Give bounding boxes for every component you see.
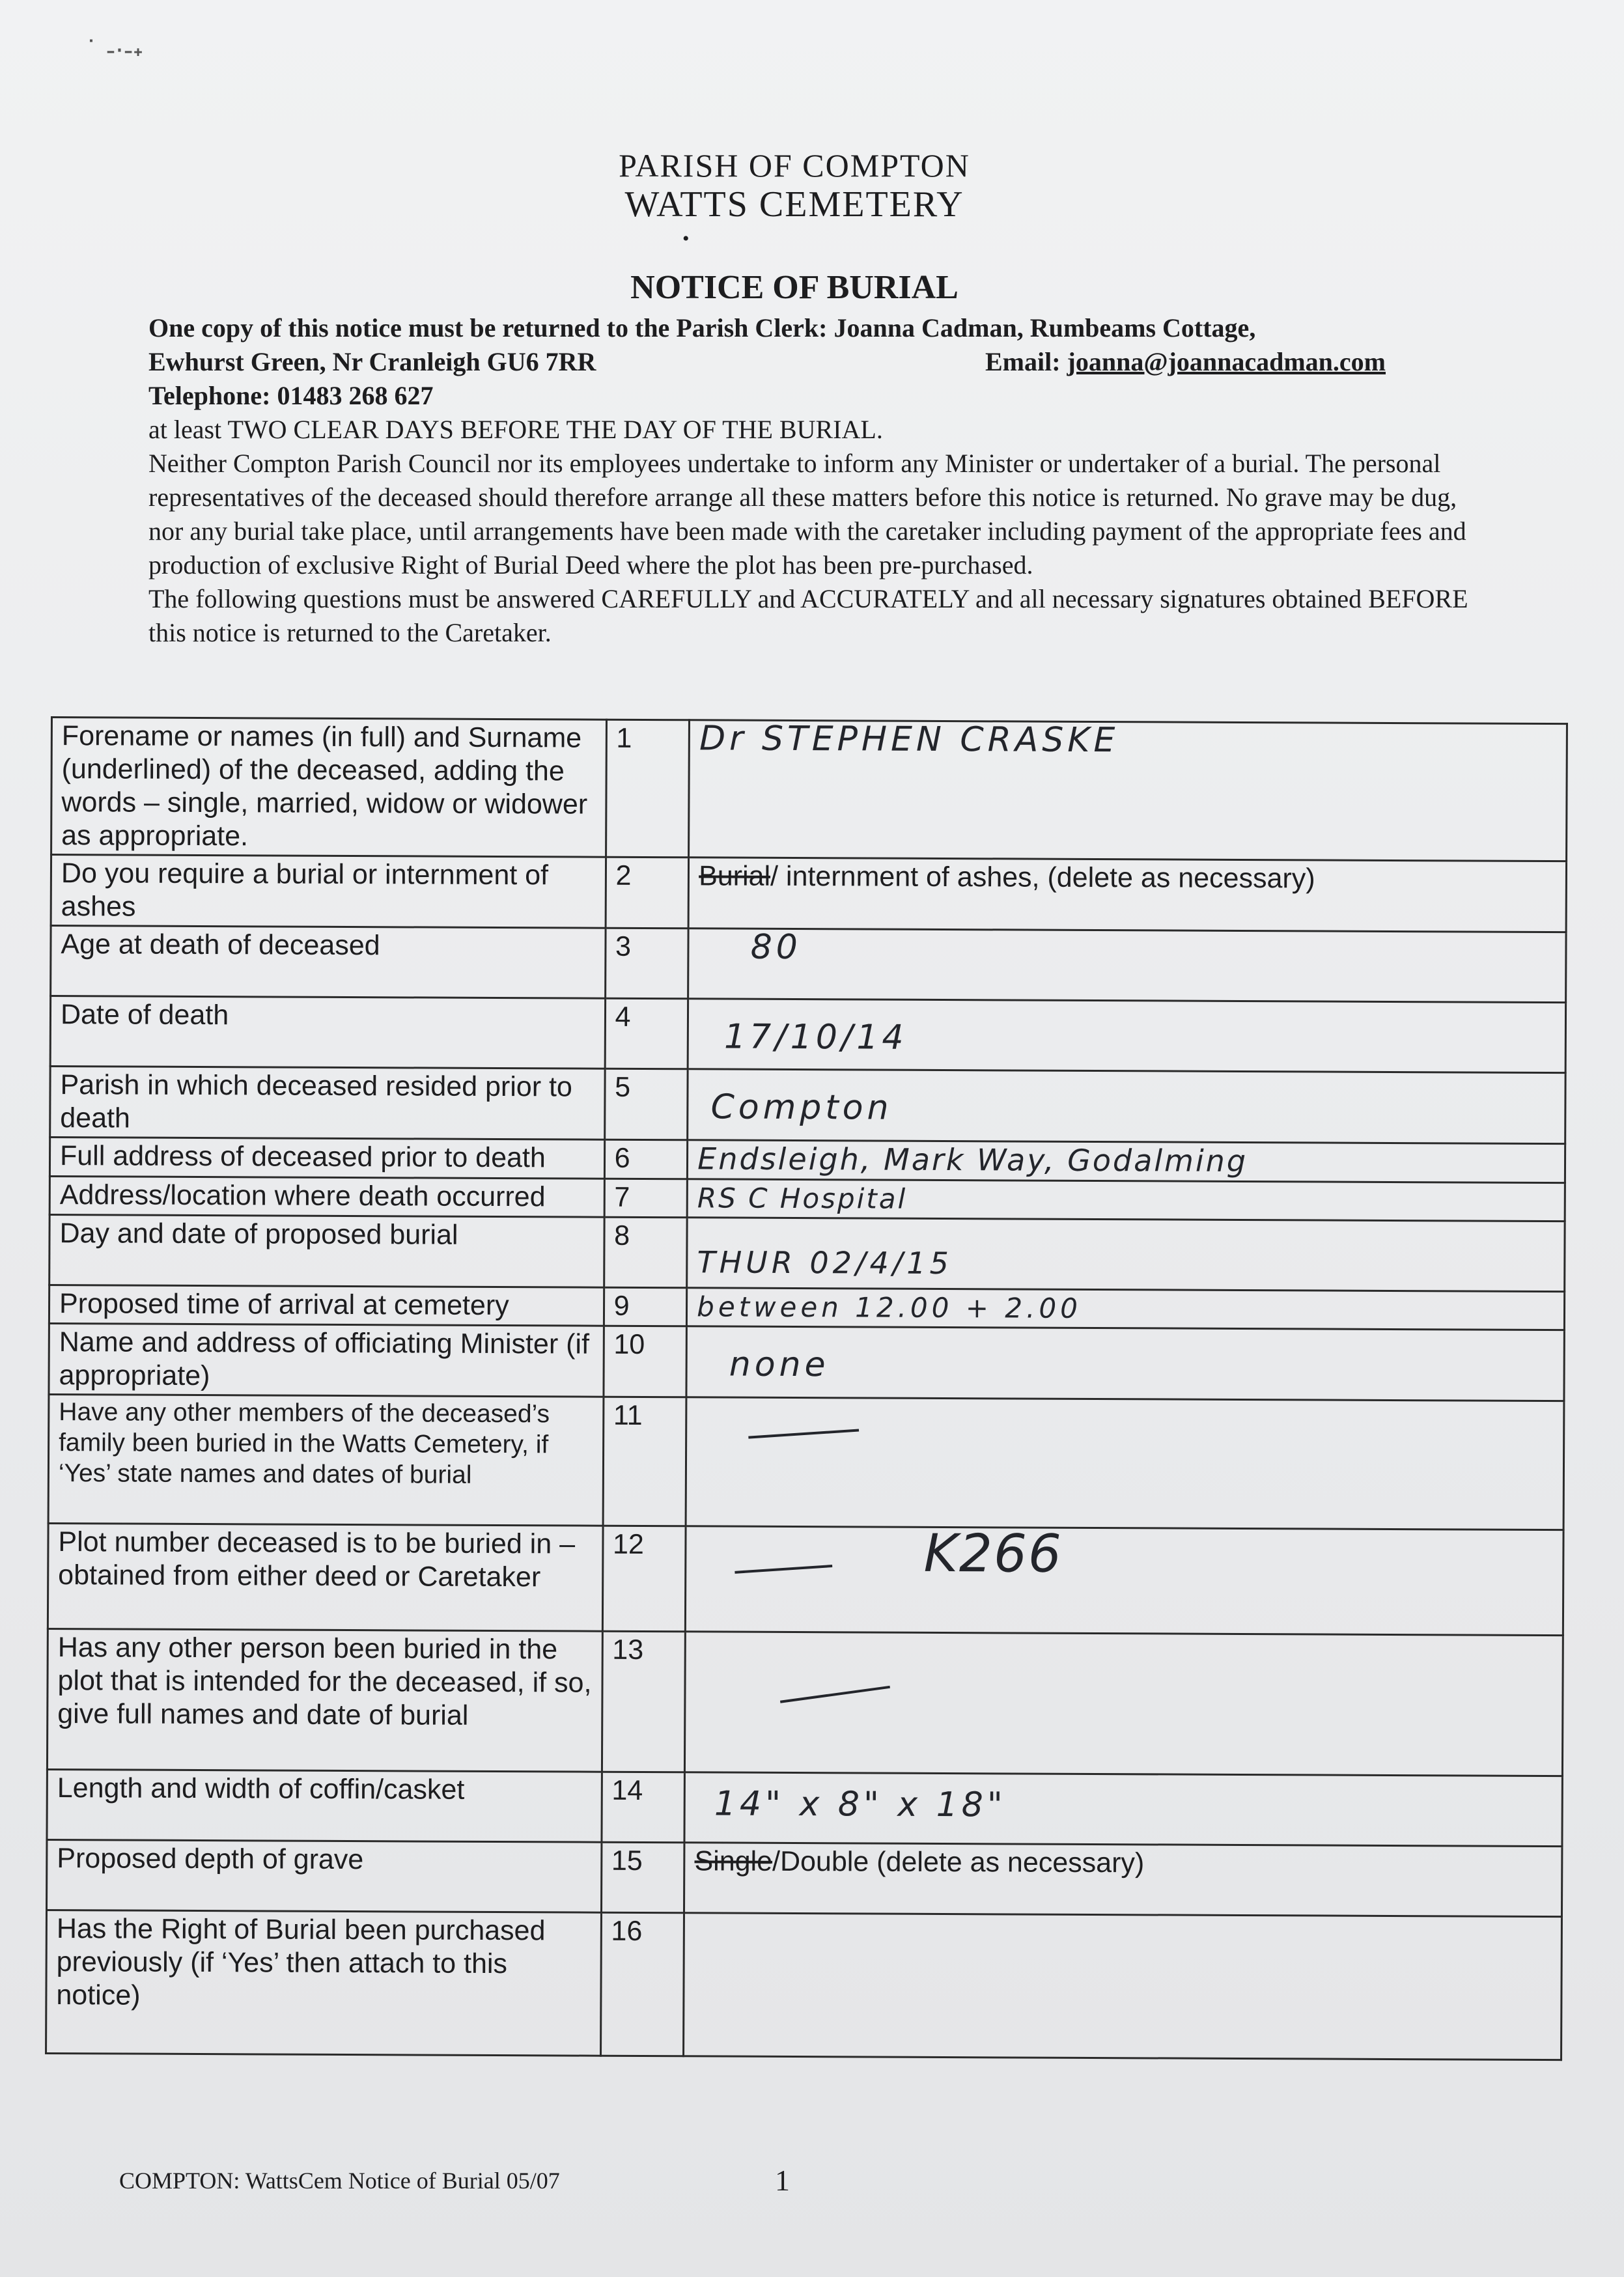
question-cell: Length and width of coffin/casket [47, 1769, 602, 1842]
intro-line-4: at least TWO CLEAR DAYS BEFORE THE DAY OF THE BURIAL. [148, 415, 883, 444]
answer-handwriting: RS C Hospital [697, 1182, 908, 1215]
answer-handwriting: K266 [923, 1522, 1063, 1584]
answer-handwriting: 80 [750, 927, 802, 968]
answer-text: / internment of ashes, (delete as necessary) [770, 860, 1315, 895]
parish-heading: PARISH OF COMPTON [619, 147, 970, 184]
table-row [51, 926, 1566, 1003]
answer-cell[interactable] [688, 1069, 1565, 1144]
table-row [48, 1523, 1563, 1635]
intro-paragraph-2: The following questions must be answered CAREFULLY and ACCURATELY and all necessary signatures obtained BEFORE this notice is returned to the Caretaker. [148, 584, 1468, 647]
telephone: Telephone: 01483 268 627 [148, 381, 434, 410]
question-number: 14 [602, 1772, 685, 1843]
answer-handwriting: Dr STEPHEN CRASKE [699, 719, 1119, 761]
notice-title: NOTICE OF BURIAL [630, 269, 959, 306]
question-number: 6 [604, 1139, 688, 1179]
answer-cell[interactable] [686, 1326, 1564, 1401]
question-cell: Date of death [50, 996, 605, 1069]
answer-handwriting: 17/10/14 [723, 1017, 908, 1057]
answer-cell[interactable] [688, 929, 1566, 1003]
table-row [47, 1628, 1563, 1776]
answer-cell[interactable] [684, 1772, 1562, 1847]
question-number: 12 [602, 1526, 686, 1632]
table-row [49, 1176, 1565, 1221]
table-row [50, 996, 1565, 1073]
question-cell: Day and date of proposed burial [49, 1214, 604, 1287]
table-row [49, 1285, 1564, 1330]
answer-cell[interactable] [685, 1632, 1563, 1776]
question-cell: Parish in which deceased resided prior to death [50, 1067, 605, 1140]
intro-line-2 [148, 345, 1386, 379]
answer-dash [735, 1565, 833, 1574]
table-row [49, 1214, 1565, 1291]
answer-dash [780, 1686, 890, 1703]
ink-dot: • [682, 228, 690, 249]
question-number: 11 [603, 1397, 686, 1526]
answer-cell[interactable] [686, 1522, 1564, 1636]
question-number: 4 [605, 998, 688, 1069]
email-link[interactable]: joanna@joannacadman.com [1067, 347, 1386, 376]
answer-cell[interactable] [687, 1218, 1565, 1292]
burial-form-table [45, 716, 1568, 2061]
answer-cell[interactable] [686, 1397, 1564, 1530]
answer-handwriting: none [729, 1345, 830, 1385]
question-cell: Address/location where death occurred [49, 1176, 604, 1217]
answer-cell[interactable] [687, 1288, 1565, 1330]
email-block [985, 345, 1386, 379]
question-number: 9 [604, 1287, 687, 1326]
question-cell: Proposed depth of grave [46, 1839, 601, 1912]
question-number: 8 [604, 1217, 687, 1288]
question-number: 7 [604, 1179, 688, 1218]
question-number: 13 [602, 1631, 686, 1772]
intro-line-1: One copy of this notice must be returned to the Parish Clerk: Joanna Cadman, Rumbeams Cottage, [148, 313, 1256, 342]
footer-reference: COMPTON: WattsCem Notice of Burial 05/07 [119, 2168, 560, 2194]
answer-cell[interactable] [688, 999, 1565, 1073]
answer-cell[interactable] [689, 720, 1567, 861]
deleted-option: Burial [699, 860, 771, 892]
question-cell: Do you require a burial or internment of ashes [51, 855, 606, 929]
page-number: 1 [775, 2164, 790, 2197]
email-label: Email: [985, 347, 1061, 376]
table-row [48, 1394, 1564, 1530]
question-cell: Full address of deceased prior to death [49, 1138, 604, 1179]
question-number: 5 [604, 1069, 688, 1140]
table-row [46, 1910, 1562, 2060]
cemetery-heading: WATTS CEMETERY [624, 184, 964, 225]
answer-cell[interactable] [684, 1913, 1562, 2060]
answer-cell[interactable] [687, 1179, 1565, 1222]
table-row [49, 1138, 1565, 1183]
question-cell: Proposed time of arrival at cemetery [49, 1285, 604, 1326]
intro-paragraph-1: Neither Compton Parish Council nor its employees undertake to inform any Minister or undertaker of a burial. The personal representatives of the deceased should therefore arrange all these matters before this notice is returned. No grave may be dug, nor any burial take place, until arrangements have been made with the caretaker including payment of the appropriate fees and production of exclusive Right of Burial Deed where the plot has been pre-purchased. [148, 449, 1466, 580]
answer-handwriting: between 12.00 + 2.00 [697, 1291, 1082, 1324]
question-cell: Name and address of officiating Minister (if appropriate) [49, 1323, 604, 1397]
answer-cell[interactable] [684, 1843, 1562, 1917]
question-cell: Plot number deceased is to be buried in – obtained from either deed or Caretaker [48, 1523, 602, 1631]
answer-cell[interactable] [688, 858, 1566, 932]
table-row [47, 1769, 1562, 1846]
table-row [49, 1323, 1564, 1401]
answer-dash [748, 1429, 859, 1439]
table-row [46, 1839, 1561, 1916]
answer-cell[interactable] [688, 1140, 1565, 1183]
question-cell: Age at death of deceased [51, 926, 606, 999]
clerk-address: Ewhurst Green, Nr Cranleigh GU6 7RR [148, 347, 596, 376]
question-cell: Have any other members of the deceased’s family been buried in the Watts Cemetery, if ‘Yes’ state names and dates of burial [48, 1394, 603, 1526]
table-row [50, 1067, 1565, 1144]
question-number: 10 [604, 1326, 687, 1397]
question-number: 16 [600, 1912, 684, 2056]
question-number: 15 [601, 1842, 684, 1913]
question-cell: Has any other person been buried in the plot that is intended for the deceased, if so, give full names and date of burial [47, 1628, 602, 1772]
answer-handwriting: THUR 02/4/15 [697, 1244, 953, 1281]
answer-handwriting: 14" x 8" x 18" [714, 1784, 1007, 1825]
intro-text [148, 311, 1483, 650]
staple-mark: ˙ -·-˖ [85, 36, 143, 66]
question-number: 3 [605, 928, 688, 999]
answer-handwriting: Compton [710, 1087, 893, 1128]
deleted-option: Single [694, 1845, 773, 1877]
question-cell: Forename or names (in full) and Surname (underlined) of the deceased, adding the words – single, married, widow or widower as appropriate. [51, 718, 607, 858]
answer-text: /Double (delete as necessary) [772, 1845, 1145, 1879]
table-row [51, 855, 1566, 932]
question-number: 2 [606, 857, 689, 929]
answer-handwriting: Endsleigh, Mark Way, Godalming [697, 1141, 1248, 1179]
question-number: 1 [606, 719, 689, 858]
question-cell: Has the Right of Burial been purchased previously (if ‘Yes’ then attach to this notice) [46, 1910, 602, 2056]
table-row [51, 718, 1567, 861]
